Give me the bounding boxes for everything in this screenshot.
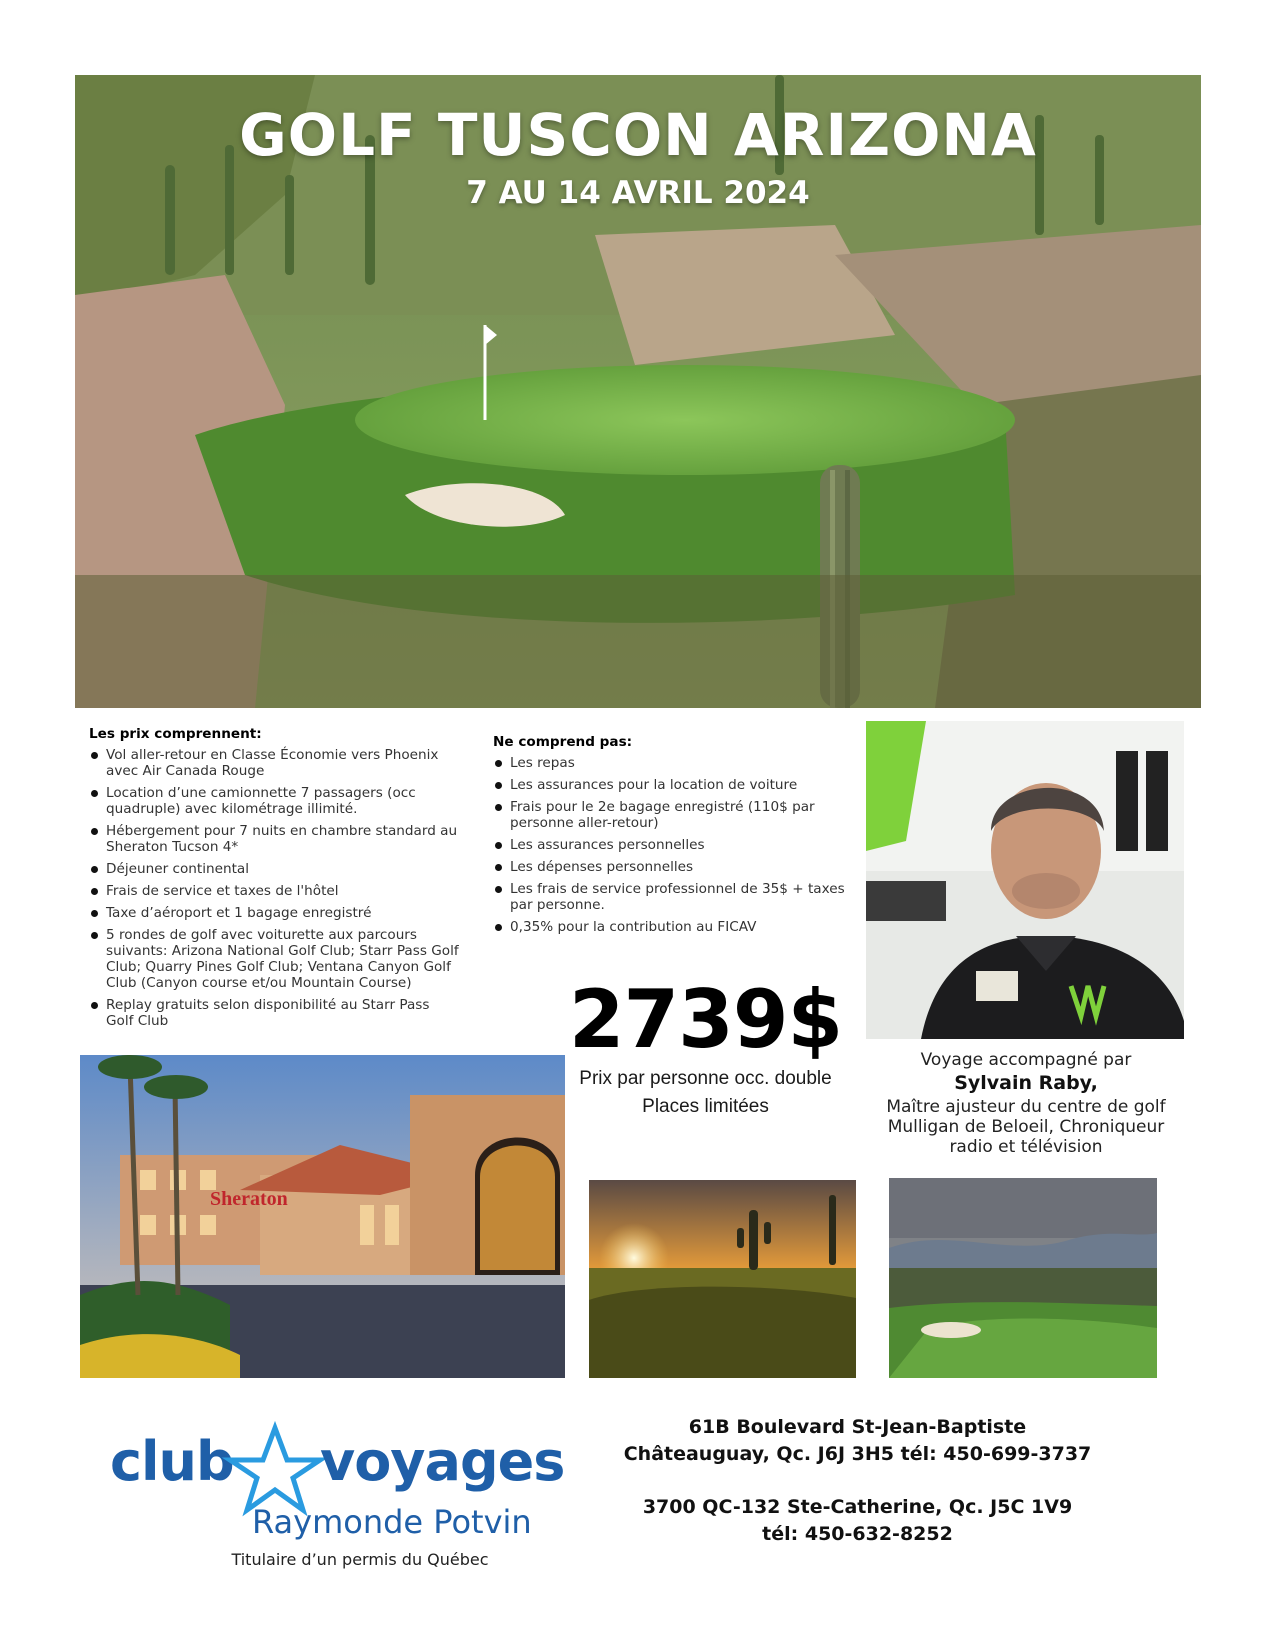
- guide-photo: [866, 721, 1184, 1039]
- price-amount: 2739$: [568, 973, 843, 1066]
- hero-title: GOLF TUSCON ARIZONA: [239, 101, 1037, 169]
- permit-notice: Titulaire d’un permis du Québec: [231, 1550, 489, 1569]
- includes-item: Frais de service et taxes de l'hôtel: [89, 883, 459, 899]
- hotel-illustration: [80, 1055, 565, 1378]
- logo-graphic: [110, 1418, 570, 1548]
- guide-portrait: [866, 721, 1184, 1039]
- guide-caption: [866, 1050, 1186, 1157]
- excludes-item: Les dépenses personnelles: [493, 859, 845, 875]
- logo-subtitle: Raymonde Potvin: [252, 1503, 532, 1541]
- excludes-section: [493, 734, 845, 941]
- guide-bio-line: radio et télévision: [949, 1137, 1103, 1157]
- hero-dates: 7 AU 14 AVRIL 2024: [466, 175, 810, 211]
- guide-bio-line: Mulligan de Beloeil, Chroniqueur: [887, 1117, 1165, 1137]
- hero-image: [75, 75, 1201, 708]
- excludes-item: Frais pour le 2e bagage enregistré (110$ par personne aller-retour): [493, 799, 845, 831]
- excludes-item: 0,35% pour la contribution au FICAV: [493, 919, 845, 935]
- logo-word-voyages: voyages: [320, 1430, 565, 1493]
- guide-name: Sylvain Raby,: [954, 1072, 1098, 1094]
- address-ste-catherine: [620, 1494, 1095, 1548]
- address-line: 3700 QC-132 Ste-Catherine, Qc. J5C 1V9: [642, 1496, 1073, 1518]
- club-voyages-logo: [110, 1418, 570, 1548]
- guide-intro: Voyage accompagné par: [920, 1050, 1132, 1070]
- hotel-sign: Sheraton: [210, 1188, 288, 1210]
- includes-item: Location d’une camionnette 7 passagers (occ quadruple) avec kilométrage illimité.: [89, 785, 459, 817]
- includes-section: [89, 726, 459, 1035]
- address-chateauguay: [620, 1414, 1095, 1468]
- includes-item: Déjeuner continental: [89, 861, 459, 877]
- excludes-item: Les assurances personnelles: [493, 837, 845, 853]
- includes-item: Hébergement pour 7 nuits en chambre standard au Sheraton Tucson 4*: [89, 823, 459, 855]
- excludes-item: Les repas: [493, 755, 845, 771]
- price-note: Prix par personne occ. double: [579, 1068, 832, 1089]
- includes-item: Vol aller-retour en Classe Économie vers Phoenix avec Air Canada Rouge: [89, 747, 459, 779]
- course-view-photo: [889, 1178, 1157, 1378]
- sunset-photo: [589, 1180, 856, 1378]
- address-line: Châteauguay, Qc. J6J 3H5 tél: 450-699-3737: [623, 1443, 1092, 1465]
- excludes-item: Les frais de service professionnel de 35$ + taxes par personne.: [493, 881, 845, 913]
- includes-item: 5 rondes de golf avec voiturette aux parcours suivants: Arizona National Golf Club; Starr Pass Golf Club; Quarry Pines Golf Club; Ventana Canyon Golf Club (Canyon course et/ou Mountain Course): [89, 927, 459, 991]
- excludes-title: Ne comprend pas:: [493, 734, 633, 750]
- logo-word-club: club: [110, 1430, 234, 1493]
- address-line: tél: 450-632-8252: [762, 1523, 953, 1545]
- desert-sunset-illustration: [589, 1180, 856, 1378]
- limited-places-note: Places limitées: [642, 1096, 769, 1117]
- golf-course-illustration: [75, 75, 1201, 708]
- hotel-photo: [80, 1055, 565, 1378]
- star-icon: [230, 1428, 320, 1510]
- excludes-item: Les assurances pour la location de voiture: [493, 777, 845, 793]
- includes-item: Replay gratuits selon disponibilité au Starr Pass Golf Club: [89, 997, 459, 1029]
- address-line: 61B Boulevard St-Jean-Baptiste: [688, 1416, 1027, 1438]
- includes-title: Les prix comprennent:: [89, 726, 262, 742]
- includes-item: Taxe d’aéroport et 1 bagage enregistré: [89, 905, 459, 921]
- guide-bio-line: Maître ajusteur du centre de golf: [886, 1097, 1166, 1117]
- golf-course-view-illustration: [889, 1178, 1157, 1378]
